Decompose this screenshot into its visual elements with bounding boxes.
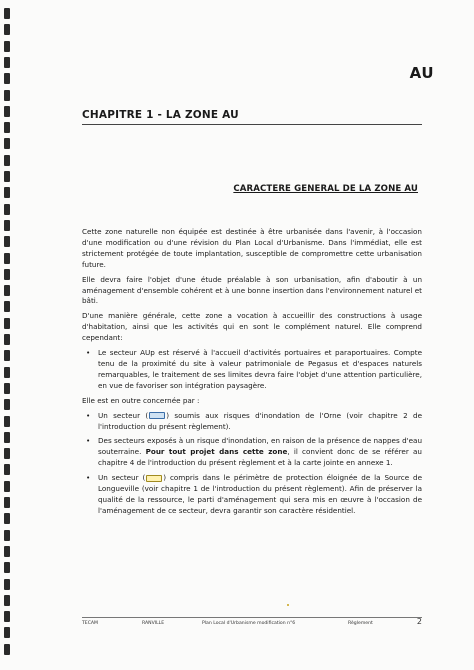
binding-hole [4, 416, 10, 427]
list-item [82, 411, 422, 433]
footer-divider [82, 617, 422, 618]
binding-hole [4, 8, 10, 19]
binding-hole [4, 562, 10, 573]
protection-zone-legend-swatch [146, 475, 162, 482]
binding-hole [4, 481, 10, 492]
list-item-text: Le secteur AUp est réservé à l'accueil d'activités portuaires et paraportuaires. Compte tenu de la proximité du site à valeur patrimoniale de Pegasus et d'espaces naturels remarquables, le traitement de ses limites devra faire l'objet d'une attention particulière, en vue de favoriser son intégration paysagère. [98, 348, 422, 390]
chapter-divider [82, 124, 422, 125]
binding-hole [4, 204, 10, 215]
binding-hole [4, 269, 10, 280]
binding-hole [4, 627, 10, 638]
binding-hole [4, 383, 10, 394]
bullet-list [82, 411, 422, 517]
chapter-title: CHAPITRE 1 - LA ZONE AU [82, 109, 239, 121]
binding-hole [4, 595, 10, 606]
binding-hole [4, 464, 10, 475]
binding-hole [4, 448, 10, 459]
list-item-emphasis: Pour tout projet dans cette zone [145, 447, 288, 457]
binding-hole [4, 399, 10, 410]
ink-mark [287, 604, 289, 606]
zone-tab-label: AU [409, 64, 434, 82]
list-item-text: Un secteur ( [98, 410, 149, 420]
list-item-text: ) soumis aux risques d'inondation de l'Orne (voir chapitre 2 de l'introduction du présent règlement). [98, 410, 422, 431]
footer-town: RANVILLE [142, 621, 165, 626]
binding-hole [4, 73, 10, 84]
paragraph: Elle est en outre concernée par : [82, 395, 200, 405]
binding-hole [4, 187, 10, 198]
list-item-text: Des secteurs exposés à un risque d'inondation, en raison de la présence de nappes d'eau souterraine. [98, 436, 422, 457]
binding-hole [4, 530, 10, 541]
binding-hole [4, 546, 10, 557]
binding-hole [4, 301, 10, 312]
binding-hole [4, 220, 10, 231]
bullet-icon: • [86, 436, 91, 446]
binding-hole [4, 57, 10, 68]
binding-hole [4, 24, 10, 35]
bullet-icon: • [86, 473, 91, 483]
footer-section: Règlement [348, 621, 373, 626]
list-item [82, 473, 422, 517]
binding-hole [4, 171, 10, 182]
list-item-text: ) compris dans le périmètre de protection éloignée de la Source de Longueville (voir chapitre 1 de l'introduction du présent règlement). Afin de préserver la qualité de la ressource, le parti d'aménagement qui sera mis en œuvre à l'occasion de l'aménagement de ce secteur, devra garantir son caractère résidentiel. [98, 473, 422, 515]
list-item-text: Un secteur ( [98, 473, 146, 483]
binding-hole [4, 122, 10, 133]
flood-zone-legend-swatch [149, 412, 165, 419]
list-item [82, 436, 422, 469]
binding-hole [4, 285, 10, 296]
binding-hole [4, 41, 10, 52]
spiral-binding [4, 8, 14, 658]
binding-hole [4, 350, 10, 361]
list-item [82, 348, 422, 392]
binding-hole [4, 432, 10, 443]
section-title: CARACTERE GENERAL DE LA ZONE AU [233, 184, 418, 194]
binding-hole [4, 579, 10, 590]
document-body [82, 227, 422, 521]
paragraph: D'une manière générale, cette zone a vocation à accueillir des constructions à usage d'habitation, ainsi que les activités qui en sont le complément naturel. Elle comprend cependant: [82, 311, 422, 343]
footer-document: Plan Local d'Urbanisme modification n°6 [202, 621, 296, 626]
footer-office: TECAM [82, 621, 99, 626]
binding-hole [4, 611, 10, 622]
binding-hole [4, 236, 10, 247]
binding-hole [4, 106, 10, 117]
list-item-text: , il convient donc de se référer au chapitre 4 de l'introduction du présent règlement et à la carte jointe en annexe 1. [98, 447, 422, 468]
page-number: 2 [416, 617, 422, 626]
binding-hole [4, 334, 10, 345]
binding-hole [4, 253, 10, 264]
binding-hole [4, 155, 10, 166]
bullet-icon: • [86, 410, 91, 420]
paragraph: Elle devra faire l'objet d'une étude préalable à son urbanisation, afin d'aboutir à un aménagement d'ensemble cohérent et à une bonne insertion dans l'environnement naturel et bâti. [82, 274, 422, 306]
binding-hole [4, 644, 10, 655]
binding-hole [4, 513, 10, 524]
bullet-icon: • [86, 348, 91, 358]
paragraph: Cette zone naturelle non équipée est destinée à être urbanisée dans l'avenir, à l'occasion d'une modification ou d'une révision du Plan Local d'Urbanisme. Dans l'immédiat, elle est strictement protégée de toute implantation, susceptible de compromettre cette urbanisation future. [82, 227, 422, 269]
binding-hole [4, 90, 10, 101]
binding-hole [4, 138, 10, 149]
page-footer [82, 619, 422, 629]
bullet-list [82, 348, 422, 392]
binding-hole [4, 497, 10, 508]
binding-hole [4, 318, 10, 329]
binding-hole [4, 367, 10, 378]
